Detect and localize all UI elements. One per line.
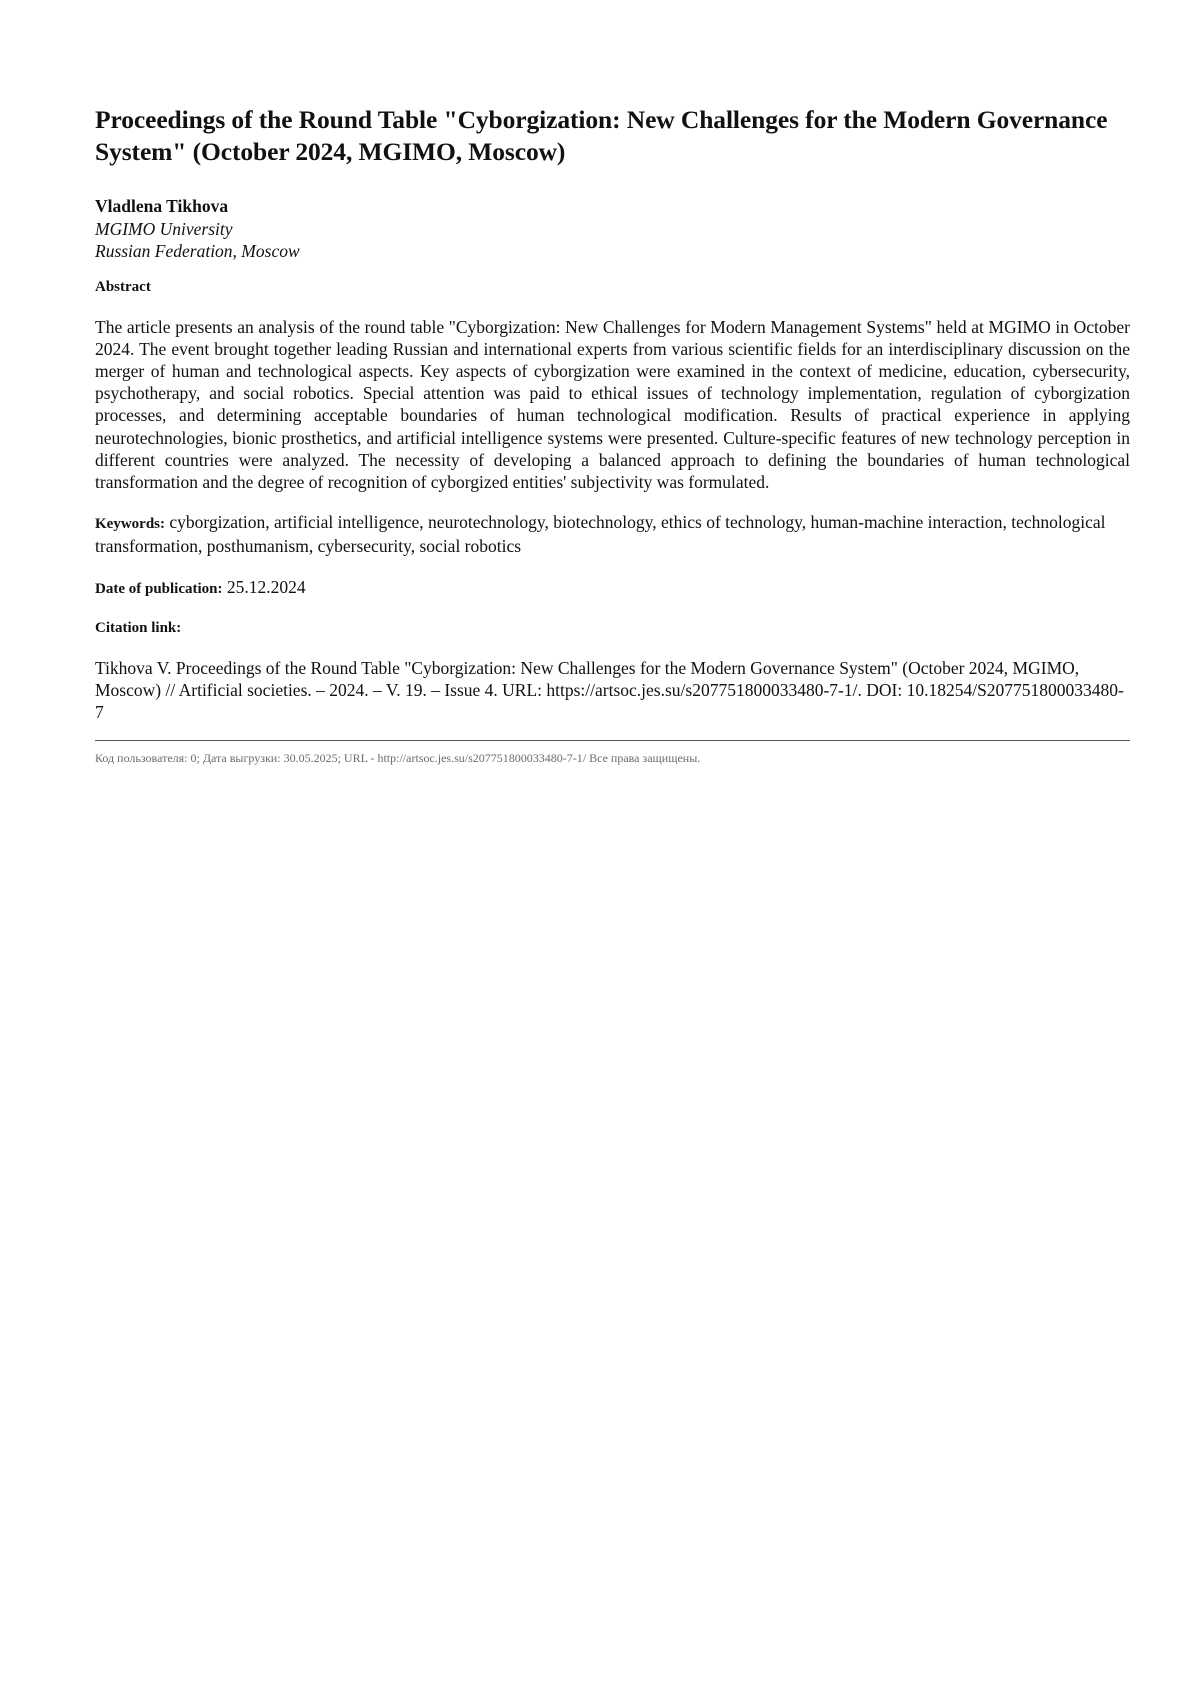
keywords-label: Keywords:	[95, 516, 165, 533]
keywords	[95, 511, 1130, 557]
author-location: Russian Federation, Moscow	[95, 241, 300, 261]
pubdate-label: Date of publication:	[95, 580, 223, 597]
citation-heading: Citation link:	[95, 619, 182, 636]
abstract-text: The article presents an analysis of the round table "Cyborgization: New Challenges for Modern Management Systems" held at MGIMO in October 2024. The event brought together leading Russian and international experts from various scientific fields for an interdisciplinary discussion on the merger of human and technological aspects. Key aspects of cyborgization were examined in the context of medicine, education, cybersecurity, psychotherapy, and social robotics. Special attention was paid to ethical issues of technology implementation, regulation of cyborgization processes, and determining acceptable boundaries of human technological modification. Results of practical experience in applying neurotechnologies, bionic prosthetics, and artificial intelligence systems were presented. Culture-specific features of new technology perception in different countries were analyzed. The necessity of developing a balanced approach to defining the boundaries of human technological transformation and the degree of recognition of cyborgized entities' subjectivity was formulated.	[95, 316, 1130, 492]
citation-text: Tikhova V. Proceedings of the Round Table "Cyborgization: New Challenges for the Modern Governance System" (October 2024, MGIMO, Moscow) // Artificial societies. – 2024. – V. 19. – Issue 4. URL: https://artsoc.jes.su/s207751800033480-7-1/. DOI: 10.18254/S207751800033480-7	[95, 657, 1124, 722]
abstract-heading: Abstract	[95, 278, 151, 295]
author-affiliation: MGIMO University	[95, 218, 233, 239]
author-name: Vladlena Tikhova	[95, 196, 229, 216]
author-block	[95, 195, 1130, 263]
publication-date	[95, 576, 1130, 600]
footer-divider	[95, 740, 1130, 741]
article-page	[95, 104, 1130, 765]
pubdate-value: 25.12.2024	[226, 576, 306, 597]
article-title: Proceedings of the Round Table "Cyborgization: New Challenges for the Modern Governance System" (October 2024, MGIMO, Moscow)	[95, 105, 1108, 166]
footer-text: Код пользователя: 0; Дата выгрузки: 30.05.2025; URL - http://artsoc.jes.su/s207751800033480-7-1/ Все права защищены.	[95, 751, 701, 766]
keywords-text: cyborgization, artificial intelligence, neurotechnology, biotechnology, ethics of technology, human-machine interaction, technological transformation, posthumanism, cybersecurity, social robotics	[95, 512, 1106, 557]
